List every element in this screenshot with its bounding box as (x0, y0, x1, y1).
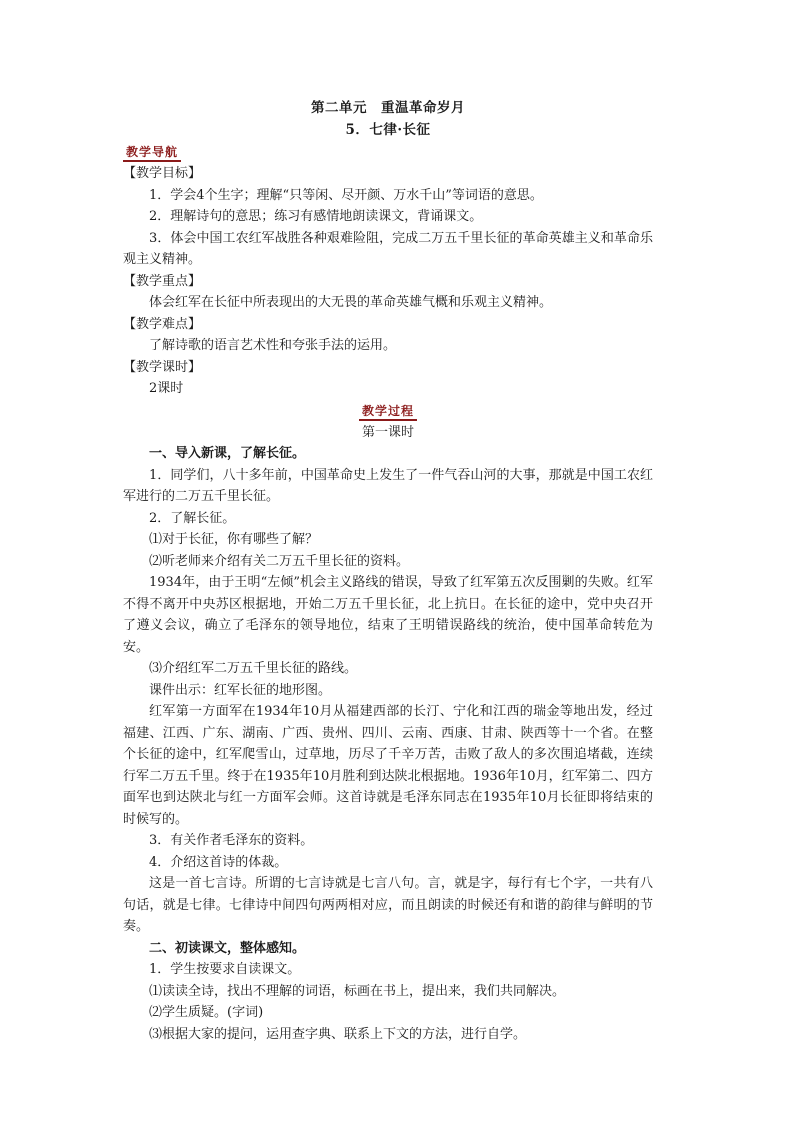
unit-title: 第二单元 重温革命岁月 (311, 100, 465, 116)
section-2-sub-2: ⑵学生质疑。(字词) (149, 1005, 264, 1020)
section-1-item-4: 4．介绍这首诗的体裁。 (149, 854, 288, 870)
period-title: 第一课时 (361, 424, 414, 440)
teaching-guide-badge: 教学导航 (123, 144, 181, 162)
section-1-sub-3: ⑶介绍红军二万五千里长征的路线。 (149, 661, 358, 676)
class-hours-heading: 【教学课时】 (123, 359, 202, 375)
objective-1: 1．学会4个生字；理解“只等闲、尽开颜、万水千山”等词语的意思。 (149, 187, 543, 203)
key-points-text: 体会红军在长征中所表现出的大无畏的革命英雄气概和乐观主义精神。 (149, 295, 553, 310)
section-1-item-3: 3．有关作者毛泽东的资料。 (149, 833, 314, 848)
section-1-courseware: 课件出示：红军长征的地形图。 (149, 682, 332, 698)
objective-3: 3．体会中国工农红军战胜各种艰难险阻，完成二万五千里长征的革命英雄主义和革命乐观主义精神。 (123, 230, 653, 267)
section-2-sub-1: ⑴读读全诗，找出不理解的词语，标画在书上，提出来，我们共同解决。 (149, 983, 566, 999)
section-2-sub-3: ⑶根据大家的提问，运用查字典、联系上下文的方法，进行自学。 (149, 1026, 527, 1042)
document-content (123, 98, 653, 1045)
section-2-item-1: 1．学生按要求自读课文。 (149, 962, 301, 977)
section-1-item-1: 1．同学们，八十多年前，中国革命史上发生了一件气吞山河的大事，那就是中国工农红军进行的二万五千里长征。 (123, 467, 653, 504)
teaching-process-badge: 教学过程 (359, 403, 417, 421)
difficulty-heading: 【教学难点】 (123, 316, 202, 332)
section-1-item-2: 2．了解长征。 (149, 510, 236, 526)
section-1-sub-1: ⑴对于长征，你有哪些了解？ (149, 532, 319, 547)
difficulty-text: 了解诗歌的语言艺术性和夸张手法的运用。 (149, 338, 397, 353)
class-hours-text: 2课时 (149, 381, 184, 396)
lesson-title: 5．七律·长征 (345, 121, 431, 138)
objectives-heading: 【教学目标】 (123, 166, 202, 181)
section-2-heading: 二、初读课文，整体感知。 (149, 940, 306, 956)
section-1-heading: 一、导入新课，了解长征。 (149, 446, 306, 461)
key-points-heading: 【教学重点】 (123, 273, 202, 289)
section-1-paragraph-1934: 1934年，由于王明“左倾”机会主义路线的错误，导致了红军第五次反围剿的失败。红军不得不离开中央苏区根据地，开始二万五千里长征，北上抗日。在长征的途中，党中央召开了遵义会议，确立了毛泽东的领导地位，结束了王明错误路线的统治，使中国革命转危为安。 (123, 575, 653, 655)
teaching-process-header (123, 400, 653, 422)
objective-2: 2．理解诗句的意思；练习有感情地朗读课文，背诵课文。 (149, 209, 483, 224)
section-1-paragraph-genre: 这是一首七言诗。所谓的七言诗就是七言八句。言，就是字，每行有七个字，一共有八句话，就是七律。七律诗中间四句两两相对应，而且朗读的时候还有和谐的韵律与鲜明的节奏。 (123, 876, 653, 934)
section-1-sub-2: ⑵听老师来介绍有关二万五千里长征的资料。 (149, 553, 410, 569)
section-1-paragraph-route: 红军第一方面军在1934年10月从福建西部的长汀、宁化和江西的瑞金等地出发，经过福建、江西、广东、湖南、广西、贵州、四川、云南、西康、甘肃、陕西等十一个省。在整个长征的途中，红军爬雪山，过草地，历尽了千辛万苦，击败了敌人的多次围追堵截，连续行军二万五千里。终于在1935年10月胜利到达陕北根据地。1936年10月，红军第二、四方面军也到达陕北与红一方面军会师。这首诗就是毛泽东同志在1935年10月长征即将结束的时候写的。 (123, 704, 653, 827)
teaching-guide-header (123, 141, 653, 163)
